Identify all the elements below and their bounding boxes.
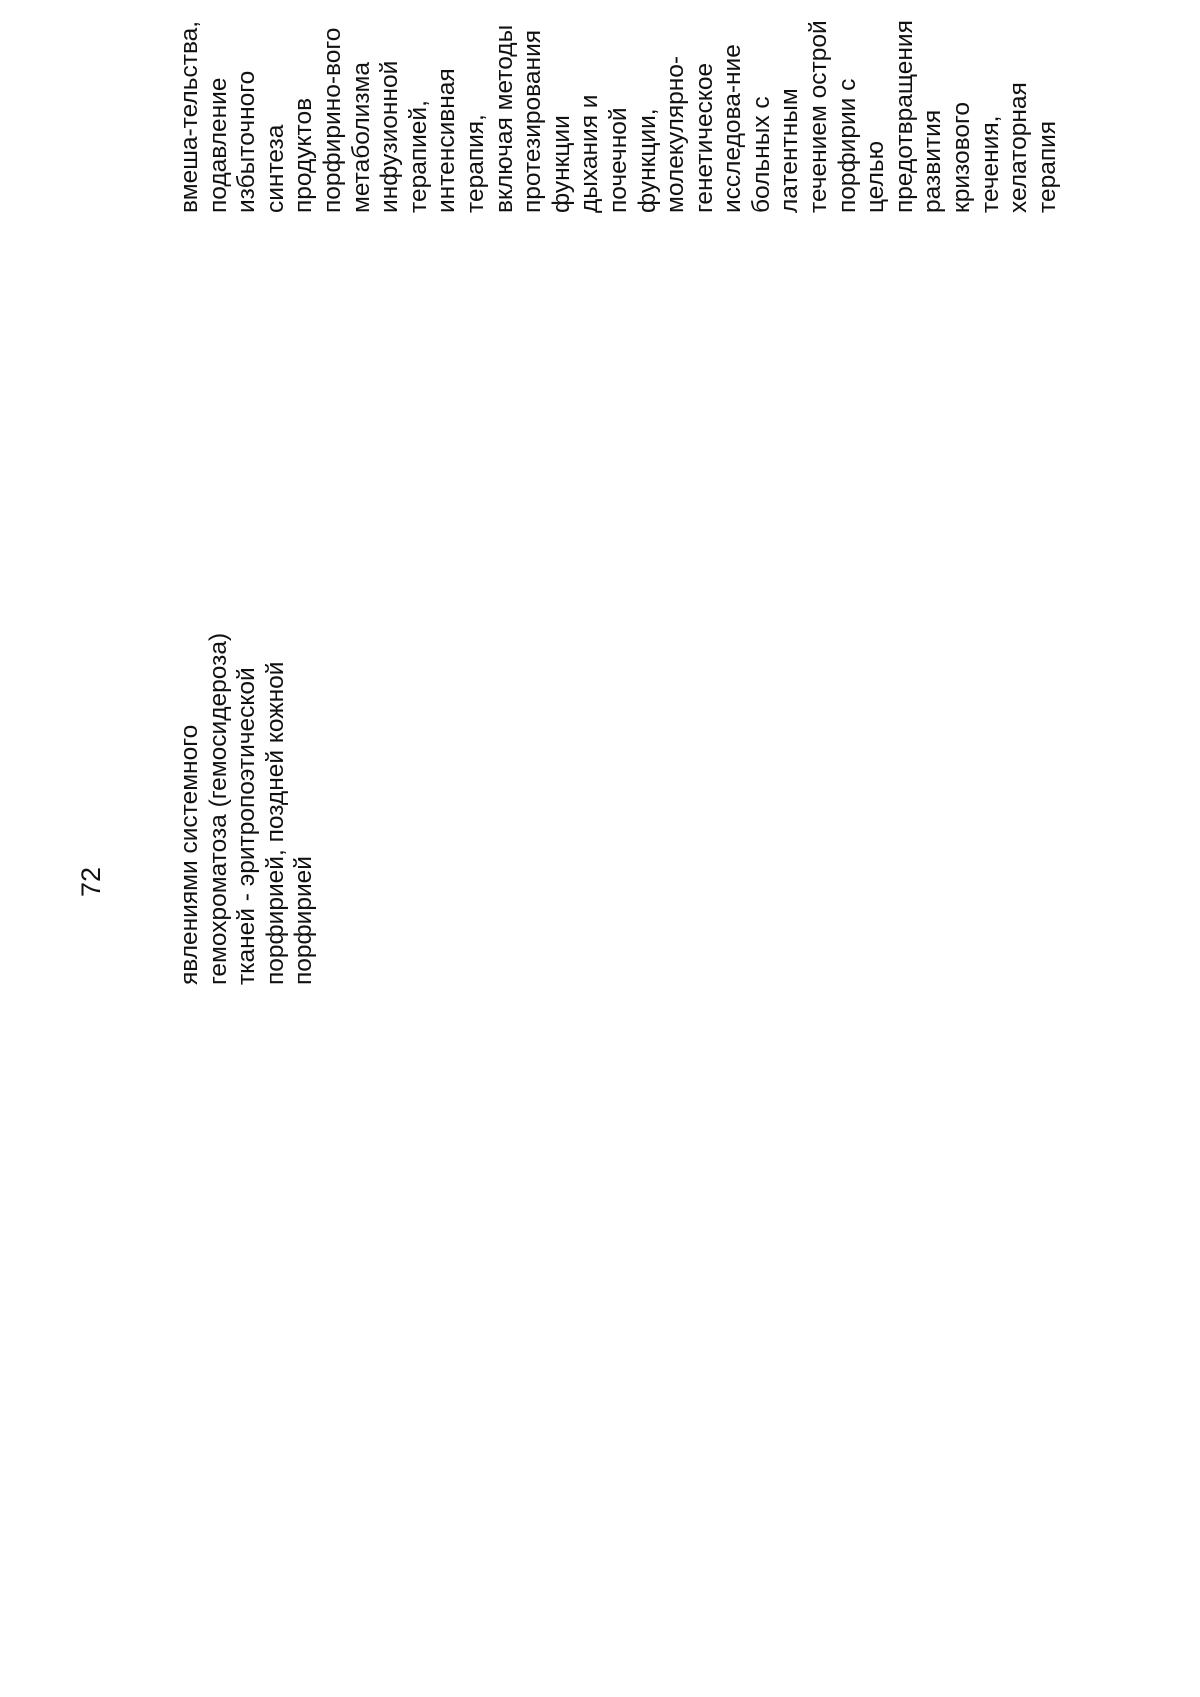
text-line: тканей - эритропоэтической xyxy=(233,667,261,985)
text-line: молекулярно- xyxy=(662,55,690,213)
text-line: терапия, xyxy=(461,114,489,213)
text-line: порфирии с xyxy=(833,78,861,213)
text-line: дыхания и xyxy=(576,94,604,213)
text-line: синтеза xyxy=(261,124,289,213)
text-line: протезирования xyxy=(519,29,547,213)
text-line: течения, xyxy=(976,115,1004,213)
table-cell-treatment xyxy=(176,20,1062,213)
text-line: порфирино-вого xyxy=(318,27,346,213)
text-line: метаболизма xyxy=(347,61,375,213)
page-number: 72 xyxy=(76,866,106,897)
text-line: исследова-ние xyxy=(719,44,747,213)
text-line: латентным xyxy=(776,88,804,213)
text-line: предотвращения xyxy=(890,20,918,213)
text-line: хелаторная xyxy=(1005,82,1033,213)
text-line: функции, xyxy=(633,108,661,213)
table-cell-complications xyxy=(176,633,319,985)
text-line: кризового xyxy=(948,101,976,213)
text-line: функции xyxy=(547,115,575,213)
text-line: целью xyxy=(862,140,890,213)
text-line: генетическое xyxy=(690,62,718,213)
text-line: интенсивная xyxy=(433,68,461,213)
text-line: почечной xyxy=(604,107,632,213)
text-line: подавление xyxy=(204,77,232,213)
text-line: продуктов xyxy=(290,97,318,213)
text-line: терапия xyxy=(1033,120,1061,213)
text-line: вмеша-тельства, xyxy=(176,20,203,213)
text-line: порфирией xyxy=(290,856,318,985)
text-line: развития xyxy=(919,109,947,213)
text-line: явлениями системного xyxy=(176,724,203,985)
text-line: терапией, xyxy=(404,100,432,213)
text-line: избыточного xyxy=(233,70,261,213)
text-line: инфузионной xyxy=(376,60,404,213)
text-line: больных с xyxy=(747,96,775,213)
text-line: порфирией, поздней кожной xyxy=(261,661,289,985)
text-line: включая методы xyxy=(490,24,518,213)
text-line: гемохроматоза (гемосидероза) xyxy=(204,632,232,985)
text-line: течением острой xyxy=(805,20,833,213)
